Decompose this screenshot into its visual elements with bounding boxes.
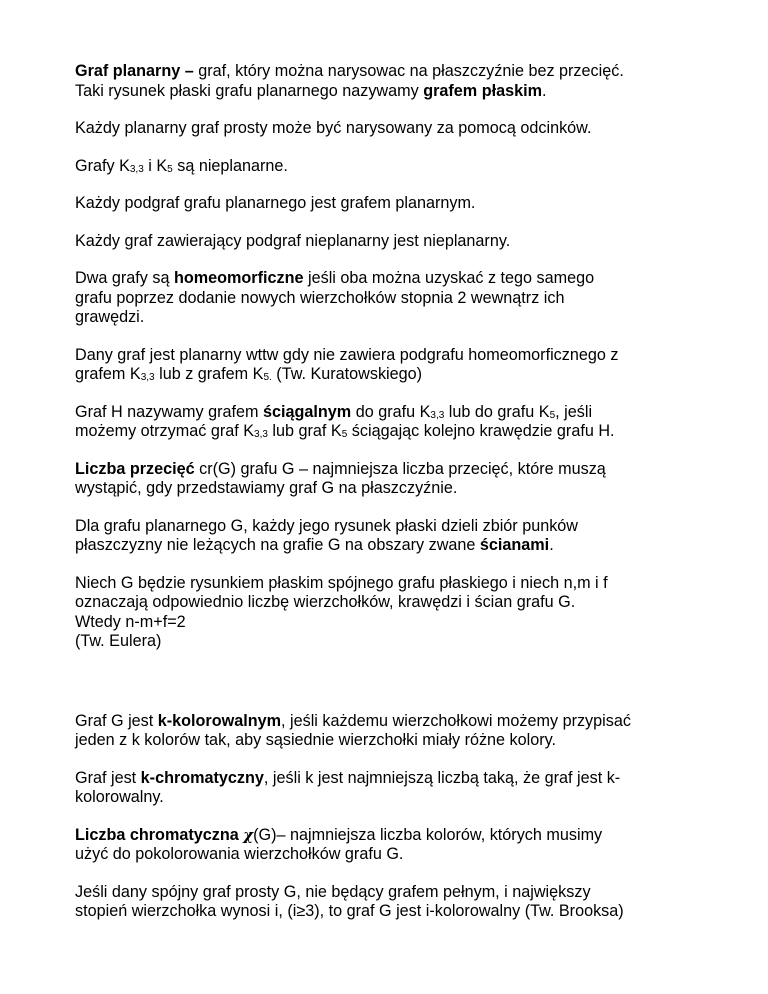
subscript: 5 xyxy=(167,163,173,175)
text-line xyxy=(75,422,728,442)
text-line: oznaczają odpowiednio liczbę wierzchołków, krawędzi i ścian grafu G. xyxy=(75,593,576,611)
text-line xyxy=(75,536,728,556)
theorem-brooks xyxy=(75,883,728,922)
text-line xyxy=(75,62,728,82)
text-line xyxy=(75,460,728,480)
text: (G)– najmniejsza liczba kolorów, których musimy xyxy=(253,825,603,844)
text-line: Każdy podgraf grafu planarnego jest grafem planarnym. xyxy=(75,194,476,212)
subscript: 5. xyxy=(263,372,272,383)
term-homeomorphic: homeomorficzne xyxy=(173,269,304,287)
text-line: Wtedy n-m+f=2 xyxy=(75,612,186,631)
term-plane-graph: grafem płaskim xyxy=(423,81,542,100)
text-line: Jeśli dany spójny graf prosty G, nie będący grafem pełnym, i największy xyxy=(75,882,591,901)
text: lub z grafem K xyxy=(154,365,264,383)
definition-k-colorable xyxy=(75,712,728,751)
subscript: 3,3 xyxy=(430,409,445,421)
text-line: użyć do pokolorowania wierzchołków grafu G. xyxy=(75,845,404,863)
text: . xyxy=(549,536,554,554)
text-line: Niech G będzie rysunkiem płaskim spójnego grafu płaskiego i niech n,m i f xyxy=(75,573,608,592)
text-line: Każdy planarny graf prosty może być narysowany za pomocą odcinków. xyxy=(75,119,592,137)
text-line: Dla grafu planarnego G, każdy jego rysunek płaski dzieli zbiór punków xyxy=(75,516,578,535)
text: Dwa grafy są xyxy=(75,269,174,287)
text: Grafy K xyxy=(75,156,130,175)
text-line xyxy=(75,269,728,289)
text: Taki rysunek płaski grafu planarnego nazywamy xyxy=(75,81,424,100)
definition-homeomorphic xyxy=(75,269,728,328)
text: ściągając kolejno krawędzie grafu H. xyxy=(347,422,615,440)
subscript: 5 xyxy=(549,409,556,421)
text: jeśli oba można uzyskać z tego samego xyxy=(303,269,595,287)
statement-straight-line xyxy=(75,119,728,139)
text-line xyxy=(75,157,728,177)
text-line xyxy=(75,82,728,102)
text: i K xyxy=(143,156,168,175)
definition-contractible xyxy=(75,403,728,442)
text-line: (Tw. Eulera) xyxy=(75,632,162,650)
term-faces: ścianami xyxy=(479,536,550,554)
definition-crossing-number xyxy=(75,460,728,499)
text-line xyxy=(75,712,728,732)
text-line xyxy=(75,403,728,423)
text: Graf G jest xyxy=(75,711,158,730)
term-k-colorable: k-kolorowalnym xyxy=(157,711,281,730)
text: . xyxy=(541,81,547,100)
text: (Tw. Kuratowskiego) xyxy=(271,365,423,383)
theorem-euler xyxy=(75,574,728,652)
theorem-kuratowski xyxy=(75,346,728,385)
text: lub do grafu K xyxy=(444,402,550,421)
text: , jeśli xyxy=(555,402,593,421)
text: płaszczyzny nie leżących na grafie G na obszary zwane xyxy=(75,536,480,554)
term-planar-graph: Graf planarny – xyxy=(75,62,194,80)
statement-subgraph-nonplanar xyxy=(75,232,728,252)
subscript: 3,3 xyxy=(254,429,268,440)
term-k-chromatic: k-chromatyczny xyxy=(140,768,264,787)
text: , jeśli k jest najmniejszą liczbą taką, że graf jest k- xyxy=(263,768,621,787)
text-line: Każdy graf zawierający podgraf nieplanarny jest nieplanarny. xyxy=(75,231,511,250)
text: Graf H nazywamy grafem xyxy=(75,402,264,421)
term-contractible: ściągalnym xyxy=(263,402,352,421)
text: cr(G) grafu G – najmniejsza liczba przecięć, które muszą xyxy=(194,459,606,478)
text: lub graf K xyxy=(267,422,342,440)
text-line: grawędzi. xyxy=(75,308,145,326)
text: , jeśli każdemu wierzchołkowi możemy przypisać xyxy=(281,711,631,730)
text: graf, który można narysowac na płaszczyźnie bez przecięć. xyxy=(193,62,624,80)
text-line: stopień wierzchołka wynosi i, (i≥3), to graf G jest i-kolorowalny (Tw. Brooksa) xyxy=(75,902,624,920)
text-line xyxy=(75,365,728,385)
section-gap xyxy=(75,670,728,712)
term-crossing-number: Liczba przecięć xyxy=(75,459,195,478)
subscript: 5 xyxy=(341,429,348,440)
definition-faces xyxy=(75,517,728,556)
definition-planar-graph xyxy=(75,62,728,101)
statement-subgraph-planar xyxy=(75,194,728,214)
text-line: wystąpić, gdy przedstawiamy graf G na płaszczyźnie. xyxy=(75,479,458,497)
text: grafem K xyxy=(75,365,141,383)
text: Graf jest xyxy=(75,768,141,787)
definition-k-chromatic xyxy=(75,769,728,808)
subscript: 3,3 xyxy=(129,163,144,175)
statement-nonplanar-graphs xyxy=(75,157,728,177)
text-line: kolorowalny. xyxy=(75,788,164,806)
text-line xyxy=(75,769,728,789)
text-line: jeden z k kolorów tak, aby sąsiednie wierzchołki miały różne kolory. xyxy=(75,731,557,749)
text-line: Dany graf jest planarny wttw gdy nie zawiera podgrafu homeomorficznego z xyxy=(75,345,619,364)
text: możemy otrzymać graf K xyxy=(75,422,255,440)
text-line: grafu poprzez dodanie nowych wierzchołków stopnia 2 wewnątrz ich xyxy=(75,288,565,307)
text: są nieplanarne. xyxy=(172,156,288,175)
text-line xyxy=(75,826,728,846)
text: do grafu K xyxy=(351,402,431,421)
chi-symbol: χ xyxy=(243,825,254,844)
term-chromatic-number: Liczba chromatyczna xyxy=(75,825,244,844)
definition-chromatic-number xyxy=(75,826,728,865)
subscript: 3,3 xyxy=(140,372,155,383)
